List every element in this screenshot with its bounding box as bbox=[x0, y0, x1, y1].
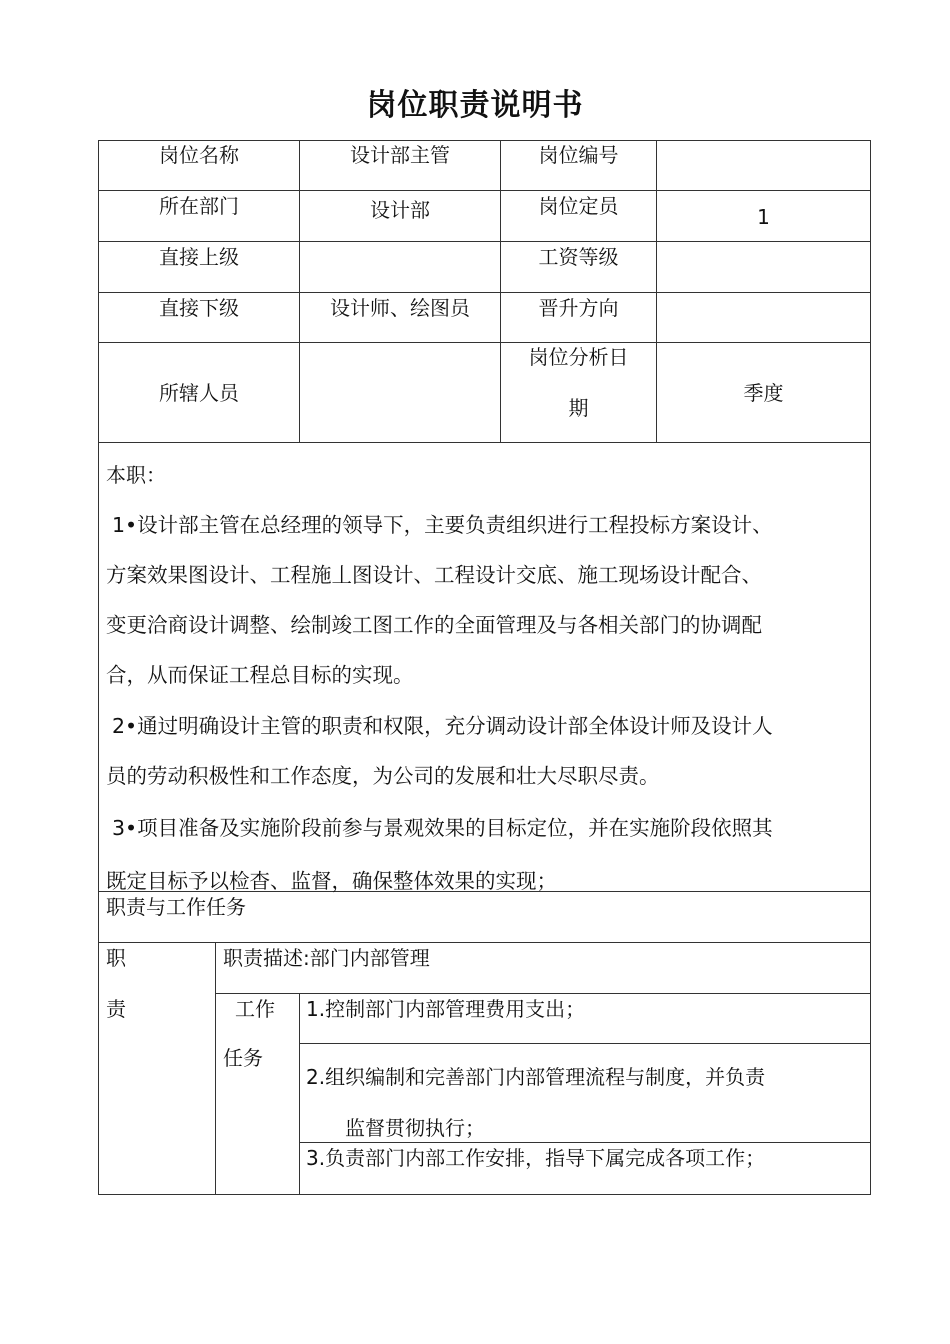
duty-line: 变更洽商设计调整、绘制竣工图工作的全面管理及与各相关部门的协调配 bbox=[106, 613, 762, 637]
analysis-date-value: 季度 bbox=[743, 381, 784, 405]
duty-line: 员的劳动积极性和工作态度，为公司的发展和壮大尽职尽责。 bbox=[106, 764, 660, 788]
duty-line: 既定目标予以检杳、监督，确保整体效果的实现； bbox=[106, 869, 557, 893]
department-label: 所在部门 bbox=[159, 194, 239, 218]
post-name-label: 岗位名称 bbox=[159, 143, 239, 167]
duty-line: 合，从而保证工程总目标的实现。 bbox=[106, 663, 414, 687]
direct-subordinate-label: 直接下级 bbox=[159, 296, 239, 320]
staff-count-label: 岗位定员 bbox=[538, 194, 619, 218]
task-item: 3.负责部门内部工作安排，指导下属完成各项工作； bbox=[306, 1146, 766, 1170]
duty-heading: 本职： bbox=[106, 463, 166, 487]
responsibility-side-label-2: 责 bbox=[106, 997, 126, 1021]
responsibility-side-label-1: 职 bbox=[106, 946, 126, 970]
salary-grade-label: 工资等级 bbox=[538, 245, 619, 269]
direct-superior-label: 直接上级 bbox=[159, 245, 239, 269]
task-label-1: 工作 bbox=[235, 997, 275, 1021]
post-name-value: 设计部主管 bbox=[350, 143, 450, 167]
tasks-section-label: 职责与工作任务 bbox=[106, 895, 246, 919]
promotion-label: 晋升方向 bbox=[538, 296, 619, 320]
managed-staff-label: 所辖人员 bbox=[159, 381, 239, 405]
document-title: 岗位职责说明书 bbox=[366, 88, 584, 123]
direct-subordinate-value: 设计师、绘图员 bbox=[330, 296, 470, 320]
post-code-label: 岗位编号 bbox=[538, 143, 619, 167]
analysis-date-label-line2: 期 bbox=[568, 396, 589, 420]
duty-line: 1•设计部主管在总经理的领导下，主要负责组织进行工程投标方案设计、 bbox=[112, 513, 773, 537]
duty-line: 2•通过明确设计主管的职责和权限，充分调动设计部全体设计师及设计人 bbox=[112, 714, 773, 738]
task-label-2: 任务 bbox=[223, 1046, 263, 1070]
department-value: 设计部 bbox=[370, 198, 430, 222]
task-item: 2.组织编制和完善部门内部管理流程与制度，并负责 bbox=[306, 1065, 766, 1089]
task-item: 1.控制部门内部管理费用支出； bbox=[306, 997, 586, 1021]
analysis-date-label-line1: 岗位分析日 bbox=[528, 345, 629, 369]
task-item-continuation: 监督贯彻执行； bbox=[345, 1116, 485, 1140]
responsibility-description: 职责描述:部门内部管理 bbox=[223, 946, 430, 970]
duty-line: 方案效果图设计、工程施丄图设计、工程设计交底、施工现场设计配合、 bbox=[106, 563, 762, 587]
duty-line: 3•项目准备及实施阶段前参与景观效果的目标定位，并在实施阶段依照其 bbox=[112, 816, 773, 840]
staff-count-value: 1 bbox=[757, 205, 770, 229]
